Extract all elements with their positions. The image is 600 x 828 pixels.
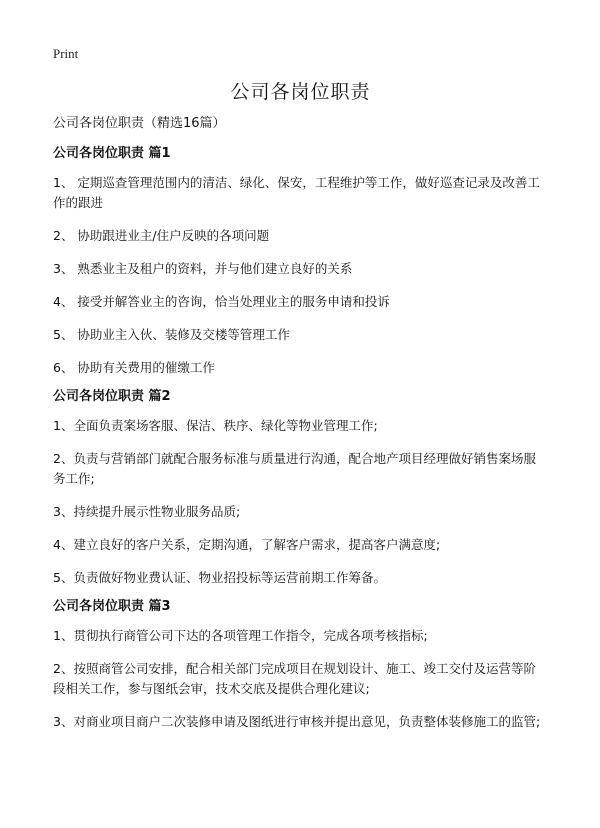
list-item: 4、建立良好的客户关系，定期沟通，了解客户需求，提高客户满意度;	[53, 537, 441, 552]
section-3	[53, 597, 548, 732]
section-heading: 公司各岗位职责 篇1	[53, 146, 171, 161]
section-heading: 公司各岗位职责 篇2	[53, 389, 171, 404]
document-title: 公司各岗位职责	[230, 81, 371, 103]
list-item: 2、 协助跟进业主/住户反映的各项问题	[53, 228, 270, 243]
list-item: 3、对商业项目商户二次装修申请及图纸进行审核并提出意见，负责整体装修施工的监管;	[53, 714, 541, 729]
list-item: 2、按照商管公司安排，配合相关部门完成项目在规划设计、施工、竣工交付及运营等阶段相关工作，参与图纸会审，技术交底及提供合理化建议;	[53, 661, 536, 696]
section-1	[53, 144, 548, 378]
list-item: 4、 接受并解答业主的咨询，恰当处理业主的服务申请和投诉	[53, 294, 390, 309]
list-item: 1、全面负责案场客服、保洁、秩序、绿化等物业管理工作;	[53, 418, 378, 433]
list-item: 3、持续提升展示性物业服务品质;	[53, 504, 241, 519]
list-item: 2、负责与营销部门就配合服务标准与质量进行沟通，配合地产项目经理做好销售案场服务工作;	[53, 451, 536, 486]
list-item: 1、 定期巡查管理范围内的清洁、绿化、保安，工程维护等工作，做好巡查记录及改善工作的跟进	[53, 175, 540, 210]
section-2	[53, 387, 548, 588]
list-item: 6、 协助有关费用的催缴工作	[53, 360, 215, 375]
print-label: Print	[53, 46, 79, 61]
list-item: 3、 熟悉业主及租户的资料，并与他们建立良好的关系	[53, 261, 353, 276]
list-item: 5、 协助业主入伙、装修及交楼等管理工作	[53, 327, 290, 342]
list-item: 1、贯彻执行商管公司下达的各项管理工作指令，完成各项考核指标;	[53, 628, 428, 643]
section-heading: 公司各岗位职责 篇3	[53, 599, 171, 614]
list-item: 5、负责做好物业费认证、物业招投标等运营前期工作筹备。	[53, 570, 386, 585]
document-subtitle: 公司各岗位职责（精选16篇）	[53, 116, 226, 131]
